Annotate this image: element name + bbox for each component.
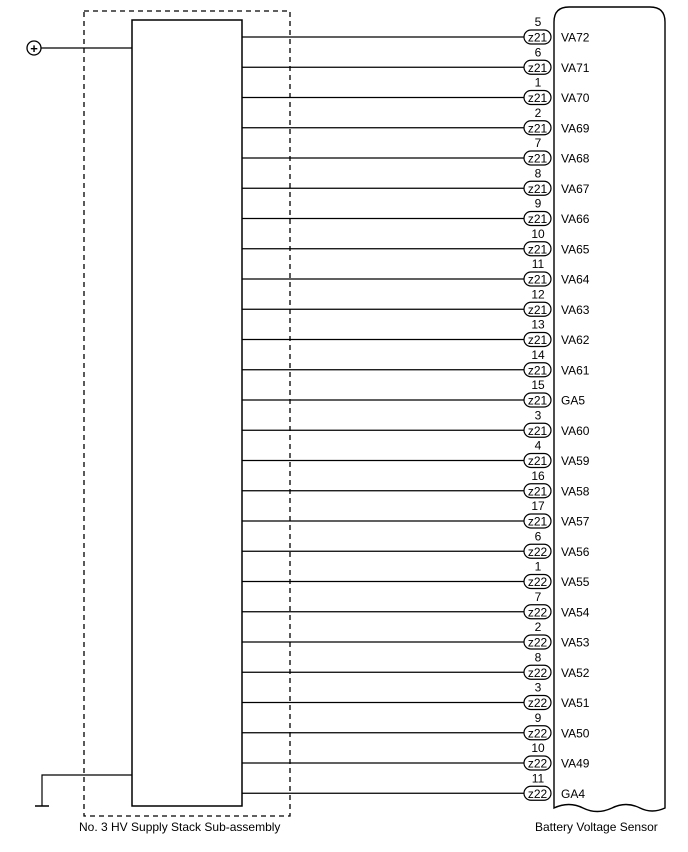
pin-number: 8 (534, 650, 542, 665)
signal-label: VA67 (561, 181, 590, 196)
signal-label: VA61 (561, 363, 590, 378)
connector-label: z22 (527, 756, 548, 771)
pin-number: 12 (531, 287, 545, 302)
pin-number: 16 (531, 468, 545, 483)
signal-label: VA49 (561, 756, 590, 771)
positive-symbol: + (30, 41, 38, 56)
pin-number: 10 (531, 226, 545, 241)
signal-label: VA52 (561, 665, 590, 680)
terminal-row (242, 106, 590, 136)
terminal-row (242, 469, 590, 499)
signal-label: VA55 (561, 575, 590, 589)
terminal-row (242, 529, 590, 559)
terminal-row (242, 45, 590, 75)
connector-label: z21 (527, 333, 548, 347)
pin-number: 10 (531, 741, 545, 755)
pin-number: 2 (534, 620, 542, 634)
terminal-row (242, 197, 590, 227)
right-component-label: Battery Voltage Sensor (535, 820, 658, 834)
connector-label: z22 (527, 726, 548, 741)
connector-label: z21 (527, 272, 548, 287)
terminal-row (242, 408, 590, 438)
connector-label: z22 (527, 786, 548, 801)
terminal-row (242, 287, 590, 317)
connector-label: z21 (527, 181, 548, 196)
connector-label: z22 (527, 635, 548, 650)
terminal-row (242, 741, 590, 771)
positive-terminal-icon (27, 41, 41, 56)
signal-label: VA63 (561, 302, 590, 317)
pin-number: 2 (534, 105, 542, 120)
pin-number: 6 (534, 529, 542, 544)
terminal-row (242, 348, 590, 378)
connector-label: z21 (527, 302, 548, 317)
pin-number: 11 (531, 257, 545, 271)
terminal-row (242, 257, 590, 287)
connector-label: z21 (527, 242, 548, 257)
signal-label: GA5 (561, 393, 586, 408)
connector-label: z22 (527, 575, 548, 589)
pin-number: 11 (531, 771, 545, 786)
pin-number: 8 (534, 166, 542, 181)
connector-label: z21 (527, 91, 548, 105)
pin-number: 3 (534, 680, 542, 695)
terminal-row (242, 136, 590, 166)
signal-label: VA51 (561, 696, 590, 710)
signal-label: VA64 (561, 272, 590, 287)
pin-number: 5 (534, 15, 542, 29)
terminal-row (242, 15, 590, 45)
pin-number: 3 (534, 408, 542, 423)
pin-number: 7 (534, 136, 542, 150)
signal-label: VA54 (561, 605, 590, 620)
terminal-row (242, 620, 590, 650)
connector-label: z22 (527, 696, 548, 710)
terminal-row (242, 711, 590, 741)
connector-label: z21 (527, 212, 548, 226)
supply-stack-block (132, 20, 242, 806)
signal-label: VA69 (561, 121, 590, 136)
pin-number: 1 (534, 559, 542, 574)
pin-number: 9 (534, 196, 542, 211)
connector-label: z21 (527, 363, 548, 378)
terminal-row (242, 590, 590, 620)
terminal-row (242, 76, 590, 106)
connector-label: z21 (527, 151, 548, 166)
connector-label: z21 (527, 484, 548, 499)
signal-label: VA71 (561, 60, 590, 75)
terminal-row (242, 499, 590, 529)
signal-label: VA68 (561, 151, 590, 166)
pin-number: 9 (534, 710, 542, 725)
terminal-row (242, 560, 590, 590)
signal-label: VA72 (561, 30, 590, 45)
terminal-row (242, 681, 590, 711)
left-component-label: No. 3 HV Supply Stack Sub-assembly (79, 820, 281, 834)
terminal-row (242, 650, 590, 680)
connector-label: z21 (527, 30, 548, 45)
connector-label: z21 (527, 514, 548, 529)
signal-label: VA57 (561, 514, 590, 529)
signal-label: VA70 (561, 91, 590, 105)
connector-label: z21 (527, 121, 548, 136)
terminal-row (242, 166, 590, 196)
connector-label: z22 (527, 544, 548, 559)
signal-label: VA62 (561, 333, 590, 347)
pin-number: 17 (531, 499, 545, 513)
signal-label: GA4 (561, 786, 586, 801)
signal-label: VA59 (561, 454, 590, 468)
signal-label: VA50 (561, 726, 590, 741)
signal-label: VA58 (561, 484, 590, 499)
terminal-row (242, 378, 585, 408)
connector-label: z21 (527, 423, 548, 438)
signal-label: VA60 (561, 423, 590, 438)
signal-label: VA53 (561, 635, 590, 650)
pin-number: 6 (534, 45, 542, 60)
pin-number: 7 (534, 589, 542, 604)
terminal-row (242, 227, 590, 257)
terminal-row (242, 771, 585, 801)
connector-label: z22 (527, 605, 548, 620)
pin-number: 1 (534, 75, 542, 90)
signal-label: VA66 (561, 212, 590, 226)
connector-label: z22 (527, 665, 548, 680)
connector-label: z21 (527, 60, 548, 75)
signal-label: VA56 (561, 544, 590, 559)
connector-label: z21 (527, 454, 548, 468)
signal-label: VA65 (561, 242, 590, 257)
pin-number: 14 (531, 347, 545, 362)
pin-number: 4 (534, 438, 542, 453)
pin-number: 13 (531, 317, 545, 332)
connector-label: z21 (527, 393, 548, 408)
pin-number: 15 (531, 378, 545, 392)
terminal-row (242, 439, 590, 469)
terminal-row (242, 318, 590, 348)
